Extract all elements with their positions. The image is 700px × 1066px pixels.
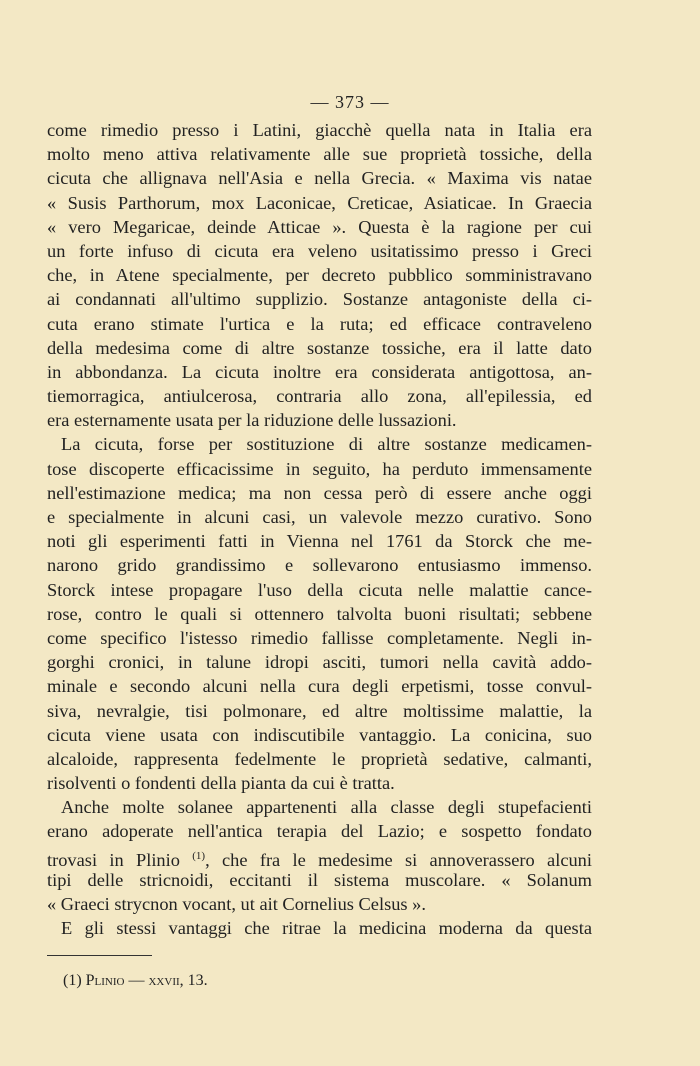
text-line: come rimedio presso i Latini, giacchè quella nata in Italia era: [47, 120, 592, 140]
text-line: rose, contro le quali si ottennero talvolta buoni risultati; sebbene: [47, 603, 592, 624]
text-line: che, in Atene specialmente, per decreto pubblico somministravano: [47, 265, 592, 286]
text-line: minale e secondo alcuni nella cura degli erpetismi, tosse convul-: [47, 676, 592, 697]
text-line: siva, nevralgie, tisi polmonare, ed altre moltissime malattie, la: [47, 700, 592, 721]
text-line: tiemorragica, antiulcerosa, contraria allo zona, all'epilessia, ed: [47, 386, 592, 407]
footnote-text: Plinio — xxvii, 13.: [85, 972, 208, 989]
page-number: — 373 —: [310, 92, 390, 112]
text-line: E gli stessi vantaggi che ritrae la medicina moderna da questa: [61, 918, 592, 939]
text-line: noti gli esperimenti fatti in Vienna nel 1761 da Storck che me-: [47, 531, 592, 552]
text-line: cicuta viene usata con indiscutibile vantaggio. La conicina, suo: [47, 724, 592, 745]
text-line: erano adoperate nell'antica terapia del Lazio; e sospetto fondato: [47, 821, 592, 842]
text-line: cuta erano stimate l'urtica e la ruta; ed efficace contraveleno: [47, 313, 592, 334]
text-line: un forte infuso di cicuta era veleno usitatissimo presso i Greci: [47, 240, 592, 261]
body-text: [47, 118, 592, 940]
text-line: tose discoperte efficacissime in seguito, ha perduto immensamente: [47, 458, 592, 479]
footnote-marker: (1): [63, 972, 82, 989]
text-line: nell'estimazione medica; ma non cessa però di essere anche oggi: [47, 482, 592, 503]
text-fragment: trovasi in Plinio: [47, 849, 180, 870]
text-line: La cicuta, forse per sostituzione di altre sostanze medicamen-: [61, 434, 592, 455]
text-line: gorghi cronici, in talune idropi asciti, tumori nella cavità addo-: [47, 652, 592, 673]
text-line: molto meno attiva relativamente alle sue proprietà tossiche, della: [47, 144, 592, 165]
text-line: tipi delle stricnoidi, eccitanti il sistema muscolare. « Solanum: [47, 869, 592, 890]
text-line: alcaloide, rappresenta fedelmente le proprietà sedative, calmanti,: [47, 748, 592, 769]
text-line: cicuta che allignava nell'Asia e nella Grecia. « Maxima vis natae: [47, 168, 592, 189]
text-line: « Graeci strycnon vocant, ut ait Cornelius Celsus ».: [47, 894, 426, 914]
text-line: ai condannati all'ultimo supplizio. Sostanze antagoniste della ci-: [47, 289, 592, 310]
text-line: « Susis Parthorum, mox Laconicae, Creticae, Asiaticae. In Graecia: [47, 192, 592, 213]
text-line: narono grido grandissimo e sollevarono entusiasmo immenso.: [47, 555, 592, 576]
text-line: era esternamente usata per la riduzione delle lussazioni.: [47, 410, 457, 431]
text-line: Storck intese propagare l'uso della cicuta nelle malattie cance-: [47, 579, 592, 600]
text-line: e specialmente in alcuni casi, un valevole mezzo curativo. Sono: [47, 507, 592, 527]
text-fragment: , che fra le medesime si annoverassero alcuni: [205, 849, 592, 870]
text-line: risolventi o fondenti della pianta da cui è tratta.: [47, 773, 395, 794]
text-line: della medesima come di altre sostanze tossiche, era il latte dato: [47, 337, 592, 358]
text-line: « vero Megaricae, deinde Atticae ». Questa è la ragione per cui: [47, 216, 592, 237]
footnote: [63, 970, 208, 992]
footnote-reference: (1): [192, 849, 206, 862]
footnote-rule: [47, 955, 152, 956]
text-line: come specifico l'istesso rimedio fallisse completamente. Negli in-: [47, 627, 592, 648]
text-line: in abbondanza. La cicuta inoltre era considerata antigottosa, an-: [47, 361, 592, 382]
text-line: [47, 844, 592, 868]
text-line: Anche molte solanee appartenenti alla classe degli stupefacienti: [61, 797, 592, 818]
